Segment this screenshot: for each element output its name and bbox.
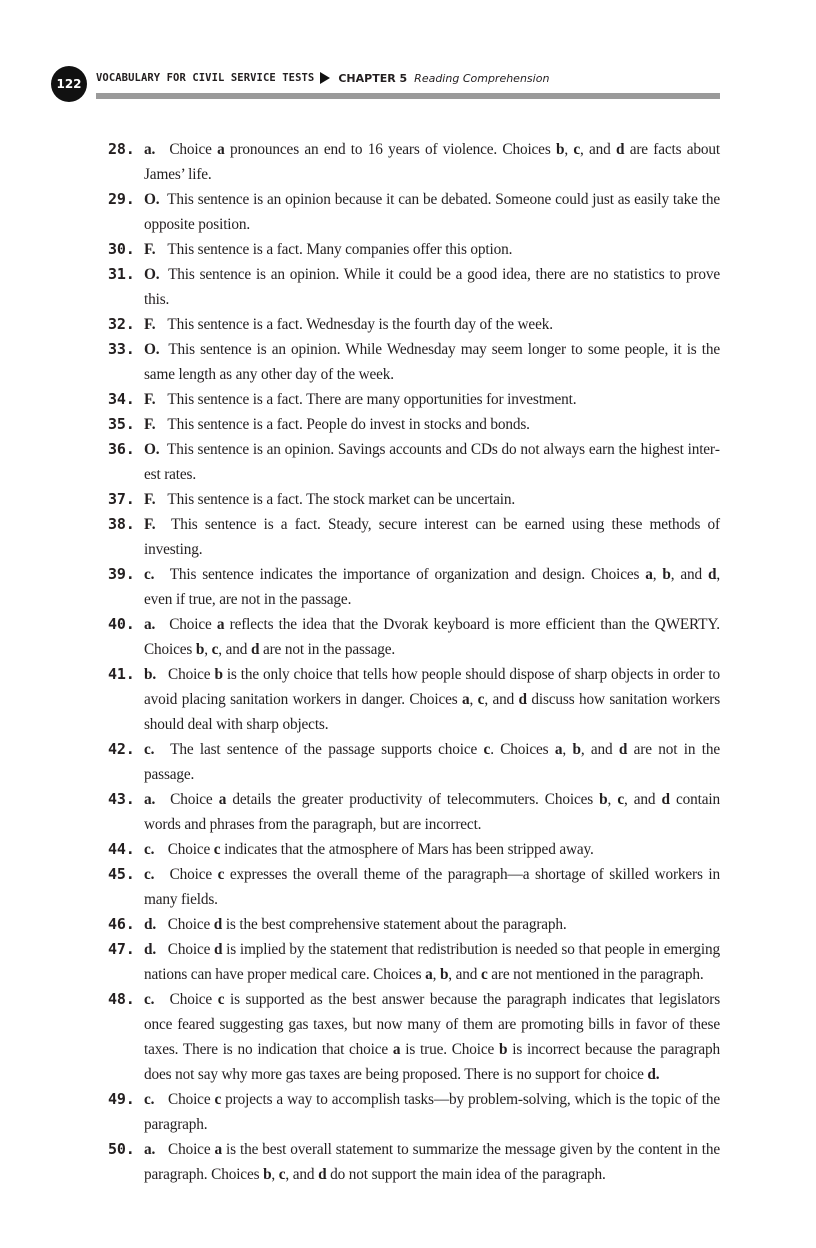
answer-item: [108, 737, 720, 787]
answer-number: 30.: [108, 240, 135, 258]
explanation-text: is the best comprehensive statement about the paragraph.: [222, 916, 567, 933]
answer-explanation: [144, 262, 720, 312]
explanation-text: indicates that the atmosphere of Mars has been stripped away.: [220, 841, 594, 858]
explanation-text: Choice: [167, 841, 214, 858]
explanation-text: pronounces an end to 16 years of violence. Choices: [224, 141, 556, 158]
answer-number: 38.: [108, 515, 135, 533]
answer-letter: c.: [144, 991, 155, 1008]
choice-ref: b: [263, 1166, 272, 1183]
page-number: 122: [51, 66, 87, 102]
choice-ref: b: [499, 1041, 508, 1058]
answer-number: 36.: [108, 440, 135, 458]
answer-explanation: [144, 662, 720, 737]
choice-ref: b: [599, 791, 608, 808]
explanation-text: This sentence is an opinion. While Wednesday may seem longer to some people, it is the same length as any other day of the week.: [144, 341, 721, 383]
answer-letter: O.: [144, 191, 160, 208]
answer-item: [108, 987, 720, 1087]
choice-ref: c: [278, 1166, 286, 1183]
answer-letter: O.: [144, 341, 160, 358]
choice-ref: a: [425, 966, 433, 983]
answer-explanation: [144, 787, 720, 837]
explanation-text: , and: [218, 641, 251, 658]
answer-item: [108, 862, 720, 912]
answer-number: 42.: [108, 740, 135, 758]
choice-ref: b: [572, 741, 581, 758]
choice-ref: d: [213, 916, 223, 933]
answer-letter: a.: [144, 616, 156, 633]
explanation-text: are not mentioned in the paragraph.: [487, 966, 704, 983]
answer-explanation: [144, 737, 720, 787]
choice-ref: d: [518, 691, 527, 708]
explanation-text: , even if true, are not in the passage.: [144, 566, 720, 608]
explanation-text: are facts about James’ life.: [144, 141, 720, 183]
explanation-text: is incorrect because the paragraph does not say why more gas taxes are being proposed. There is no support for choice: [144, 1041, 720, 1083]
answer-item: [108, 912, 720, 937]
choice-ref: c: [477, 691, 485, 708]
answer-explanation: [144, 512, 720, 562]
answer-number: 49.: [108, 1090, 135, 1108]
choice-ref: c: [483, 741, 491, 758]
choice-ref: a: [214, 1141, 222, 1158]
explanation-text: ,: [562, 741, 573, 758]
answer-letter: a.: [144, 1141, 156, 1158]
answer-explanation: [144, 137, 720, 187]
answer-item: [108, 237, 720, 262]
answer-item: [108, 187, 720, 237]
answer-letter: F.: [144, 416, 156, 433]
answer-item: [108, 512, 720, 562]
answer-item: [108, 1087, 720, 1137]
answer-number: 45.: [108, 865, 135, 883]
choice-ref: c: [480, 966, 488, 983]
answer-item: [108, 612, 720, 662]
answer-number: 47.: [108, 940, 135, 958]
answer-explanation: [144, 1087, 720, 1137]
choice-ref: b: [195, 641, 205, 658]
explanation-text: , and: [580, 741, 619, 758]
answer-letter: c.: [144, 866, 155, 883]
explanation-text: This sentence is an opinion. While it could be a good idea, there are no statistics to prove this.: [144, 266, 720, 308]
answer-explanation: [144, 187, 720, 237]
answer-explanation: [144, 837, 720, 862]
answer-explanation: [144, 987, 720, 1087]
running-header: [96, 68, 756, 88]
explanation-text: ,: [204, 641, 212, 658]
explanation-text: Choice: [169, 616, 217, 633]
explanation-text: reflects the idea that the Dvorak keyboard is more efficient than the QWERTY. Choices: [144, 616, 720, 658]
explanation-text: projects a way to accomplish tasks—by problem-solving, which is the topic of the paragraph.: [144, 1091, 720, 1133]
explanation-text: This sentence is a fact. Wednesday is the fourth day of the week.: [167, 316, 553, 333]
answer-item: [108, 137, 720, 187]
answer-number: 35.: [108, 415, 135, 433]
answer-explanation: [144, 912, 720, 937]
choice-ref: a: [392, 1041, 401, 1058]
choice-ref: c: [214, 1091, 222, 1108]
choice-ref: b: [214, 666, 223, 683]
answer-item: [108, 787, 720, 837]
choice-ref: d: [661, 791, 670, 808]
choice-ref: c: [617, 791, 624, 808]
explanation-text: is implied by the statement that redistribution is needed so that people in emerging nations can have proper medical care. Choices: [144, 941, 720, 983]
choice-ref: b: [439, 966, 449, 983]
answer-item: [108, 662, 720, 737]
explanation-text: This sentence indicates the importance of organization and design. Choices: [169, 566, 646, 583]
explanation-text: Choice: [170, 791, 219, 808]
explanation-text: Choice: [168, 1141, 215, 1158]
explanation-text: Choice: [168, 1091, 215, 1108]
explanation-text: is the best overall statement to summarize the message given by the content in the paragraph. Choices: [144, 1141, 720, 1183]
explanation-text: are not in the passage.: [144, 741, 720, 783]
answer-number: 34.: [108, 390, 135, 408]
explanation-text: are not in the passage.: [259, 641, 396, 658]
explanation-text: is supported as the best answer because the paragraph indicates that legislators once feared suggesting gas taxes, but now many of them are promoting bills in favor of these taxes. There is no indication that choice: [144, 991, 720, 1058]
explanation-text: Choice: [169, 991, 218, 1008]
answer-letter: F.: [144, 316, 156, 333]
answer-letter: c.: [144, 1091, 155, 1108]
choice-ref: b: [662, 566, 671, 583]
answer-item: [108, 337, 720, 387]
answer-number: 29.: [108, 190, 135, 208]
answer-number: 41.: [108, 665, 135, 683]
answer-explanation: [144, 387, 720, 412]
choice-ref: a: [462, 691, 470, 708]
answer-list: [108, 137, 720, 1187]
answer-item: [108, 387, 720, 412]
answer-explanation: [144, 412, 720, 437]
explanation-text: This sentence is an opinion because it can be debated. Someone could just as easily take the opposite position.: [144, 191, 720, 233]
choice-ref: d: [318, 1166, 327, 1183]
explanation-text: Choice: [168, 666, 215, 683]
choice-ref: a: [218, 791, 227, 808]
choice-ref: a: [645, 566, 653, 583]
answer-number: 44.: [108, 840, 135, 858]
explanation-text: , and: [623, 791, 662, 808]
explanation-text: is the only choice that tells how people should dispose of sharp objects in order to avoid placing sanitation workers in danger. Choices: [144, 666, 720, 708]
answer-letter: a.: [144, 141, 156, 158]
explanation-text: ,: [469, 691, 478, 708]
choice-ref: a: [217, 141, 225, 158]
explanation-text: contain words and phrases from the paragraph, but are incorrect.: [144, 791, 720, 833]
answer-letter: d.: [144, 916, 157, 933]
answer-letter: b.: [144, 666, 157, 683]
explanation-text: . Choices: [490, 741, 555, 758]
answer-item: [108, 487, 720, 512]
answer-number: 31.: [108, 265, 135, 283]
answer-number: 33.: [108, 340, 135, 358]
answer-letter: c.: [144, 841, 155, 858]
choice-ref: c: [217, 866, 225, 883]
chapter-name: Reading Comprehension: [414, 71, 550, 85]
answer-explanation: [144, 562, 720, 612]
answer-letter: d.: [144, 941, 157, 958]
explanation-text: ,: [607, 791, 618, 808]
answer-explanation: [144, 337, 720, 387]
choice-ref: a: [554, 741, 563, 758]
explanation-text: is true. Choice: [400, 1041, 500, 1058]
choice-ref: d: [250, 641, 260, 658]
answer-number: 48.: [108, 990, 135, 1008]
choice-ref: c: [573, 141, 580, 158]
answer-number: 28.: [108, 140, 135, 158]
answer-item: [108, 562, 720, 612]
answer-letter: F.: [144, 491, 156, 508]
choice-ref: a: [216, 616, 225, 633]
answer-letter: c.: [144, 566, 155, 583]
answer-letter: a.: [144, 791, 156, 808]
answer-number: 46.: [108, 915, 135, 933]
answer-explanation: [144, 612, 720, 662]
explanation-text: discuss how sanitation workers should deal with sharp objects.: [144, 691, 720, 733]
answer-letter: O.: [144, 266, 160, 283]
answer-number: 43.: [108, 790, 135, 808]
explanation-text: ,: [432, 966, 440, 983]
answer-item: [108, 312, 720, 337]
answer-number: 40.: [108, 615, 135, 633]
choice-ref: c: [217, 991, 225, 1008]
answer-explanation: [144, 1137, 720, 1187]
answer-item: [108, 937, 720, 987]
answer-letter: O.: [144, 441, 160, 458]
explanation-text: This sentence is a fact. There are many opportunities for investment.: [167, 391, 577, 408]
triangle-arrow-icon: [320, 72, 330, 84]
answer-item: [108, 837, 720, 862]
answer-explanation: [144, 312, 720, 337]
answer-explanation: [144, 862, 720, 912]
explanation-text: , and: [484, 691, 519, 708]
choice-ref: c: [211, 641, 219, 658]
explanation-text: The last sentence of the passage supports choice: [170, 741, 484, 758]
explanation-text: This sentence is a fact. Many companies offer this option.: [167, 241, 513, 258]
answer-letter: F.: [144, 516, 156, 533]
header-rule: [96, 93, 720, 99]
explanation-text: , and: [285, 1166, 319, 1183]
answer-number: 32.: [108, 315, 135, 333]
choice-ref: d: [618, 741, 628, 758]
chapter-label: CHAPTER 5: [338, 71, 408, 85]
explanation-text: Choice: [169, 141, 218, 158]
choice-ref: d: [214, 941, 223, 958]
explanation-text: ,: [564, 141, 574, 158]
choice-ref: b: [555, 141, 565, 158]
explanation-text: Choice: [167, 941, 215, 958]
explanation-text: , and: [670, 566, 708, 583]
answer-item: [108, 412, 720, 437]
explanation-text: expresses the overall theme of the paragraph—a shortage of skilled workers in many fields.: [144, 866, 720, 908]
explanation-text: This sentence is a fact. The stock market can be uncertain.: [167, 491, 516, 508]
explanation-text: Choice: [167, 916, 214, 933]
explanation-text: ,: [271, 1166, 279, 1183]
answer-explanation: [144, 237, 720, 262]
choice-ref: d: [616, 141, 625, 158]
explanation-text: , and: [448, 966, 481, 983]
explanation-text: ,: [652, 566, 663, 583]
answer-item: [108, 437, 720, 487]
explanation-text: do not support the main idea of the paragraph.: [326, 1166, 606, 1183]
answer-number: 39.: [108, 565, 135, 583]
explanation-text: This sentence is a fact. Steady, secure interest can be earned using these methods of investing.: [144, 516, 720, 558]
book-title: VOCABULARY FOR CIVIL SERVICE TESTS: [96, 72, 315, 84]
choice-ref: c: [213, 841, 221, 858]
answer-item: [108, 1137, 720, 1187]
choice-ref: d: [707, 566, 717, 583]
answer-letter: c.: [144, 741, 155, 758]
answer-explanation: [144, 437, 720, 487]
explanation-text: details the greater productivity of telecommuters. Choices: [226, 791, 600, 808]
explanation-text: , and: [580, 141, 617, 158]
explanation-text: This sentence is an opinion. Savings accounts and CDs do not always earn the highest interest rates.: [144, 441, 720, 483]
explanation-text: Choice: [169, 866, 218, 883]
answer-letter: F.: [144, 241, 156, 258]
answer-explanation: [144, 937, 720, 987]
answer-explanation: [144, 487, 720, 512]
answer-item: [108, 262, 720, 312]
explanation-text: This sentence is a fact. People do invest in stocks and bonds.: [167, 416, 530, 433]
choice-ref: d.: [647, 1066, 660, 1083]
answer-letter: F.: [144, 391, 156, 408]
answer-number: 50.: [108, 1140, 135, 1158]
answer-number: 37.: [108, 490, 135, 508]
